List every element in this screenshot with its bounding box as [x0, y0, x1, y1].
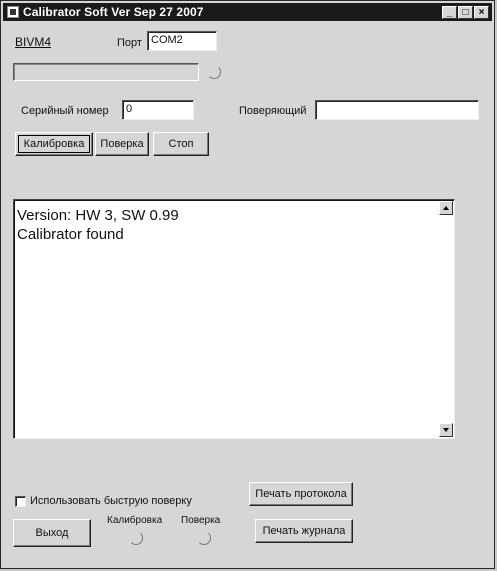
verifier-input[interactable]	[315, 100, 479, 120]
progress-bar	[13, 63, 199, 81]
print-protocol-label: Печать протокола	[255, 488, 347, 500]
exit-button-label: Выход	[35, 527, 69, 539]
port-field[interactable]: COM2	[147, 31, 217, 51]
close-button[interactable]: ×	[474, 6, 489, 19]
verification-spinner-icon	[197, 531, 211, 545]
scroll-down-button[interactable]	[439, 423, 453, 437]
exit-button[interactable]	[13, 519, 91, 547]
app-icon[interactable]	[7, 6, 19, 18]
calibrate-button-label: Калибровка	[23, 138, 85, 150]
verifier-label: Поверяющий	[239, 105, 307, 117]
scroll-up-button[interactable]	[439, 201, 453, 215]
device-link[interactable]: BIVM4	[15, 35, 52, 49]
serial-label: Серийный номер	[21, 105, 109, 117]
arrow-up-icon	[443, 206, 449, 210]
print-log-button[interactable]	[255, 519, 353, 543]
verification-status-label: Поверка	[181, 515, 221, 526]
minimize-button[interactable]: _	[442, 6, 457, 19]
serial-input[interactable]: 0	[122, 100, 194, 120]
log-text: Version: HW 3, SW 0.99 Calibrator found	[17, 207, 179, 243]
window-controls	[442, 6, 489, 19]
calibrate-button[interactable]	[15, 132, 93, 156]
stop-button[interactable]	[153, 132, 209, 156]
title-bar[interactable]	[3, 3, 492, 21]
fast-verify-option[interactable]	[15, 495, 192, 507]
maximize-button[interactable]: □	[458, 6, 473, 19]
print-protocol-button[interactable]	[249, 482, 353, 506]
calibration-status-label: Калибровка	[107, 515, 163, 526]
calibration-spinner-icon	[129, 531, 143, 545]
verify-button[interactable]	[95, 132, 149, 156]
log-scrollbar[interactable]	[439, 201, 453, 437]
log-memo[interactable]	[13, 199, 455, 439]
window-title: Calibrator Soft Ver Sep 27 2007	[23, 5, 204, 19]
port-label: Порт	[117, 37, 142, 49]
verify-button-label: Поверка	[100, 138, 144, 150]
print-log-label: Печать журнала	[262, 525, 346, 537]
spinner-icon	[207, 65, 221, 79]
stop-button-label: Стоп	[168, 138, 194, 150]
fast-verify-label: Использовать быструю поверку	[30, 495, 192, 507]
arrow-down-icon	[443, 428, 449, 432]
fast-verify-checkbox[interactable]	[15, 496, 26, 507]
